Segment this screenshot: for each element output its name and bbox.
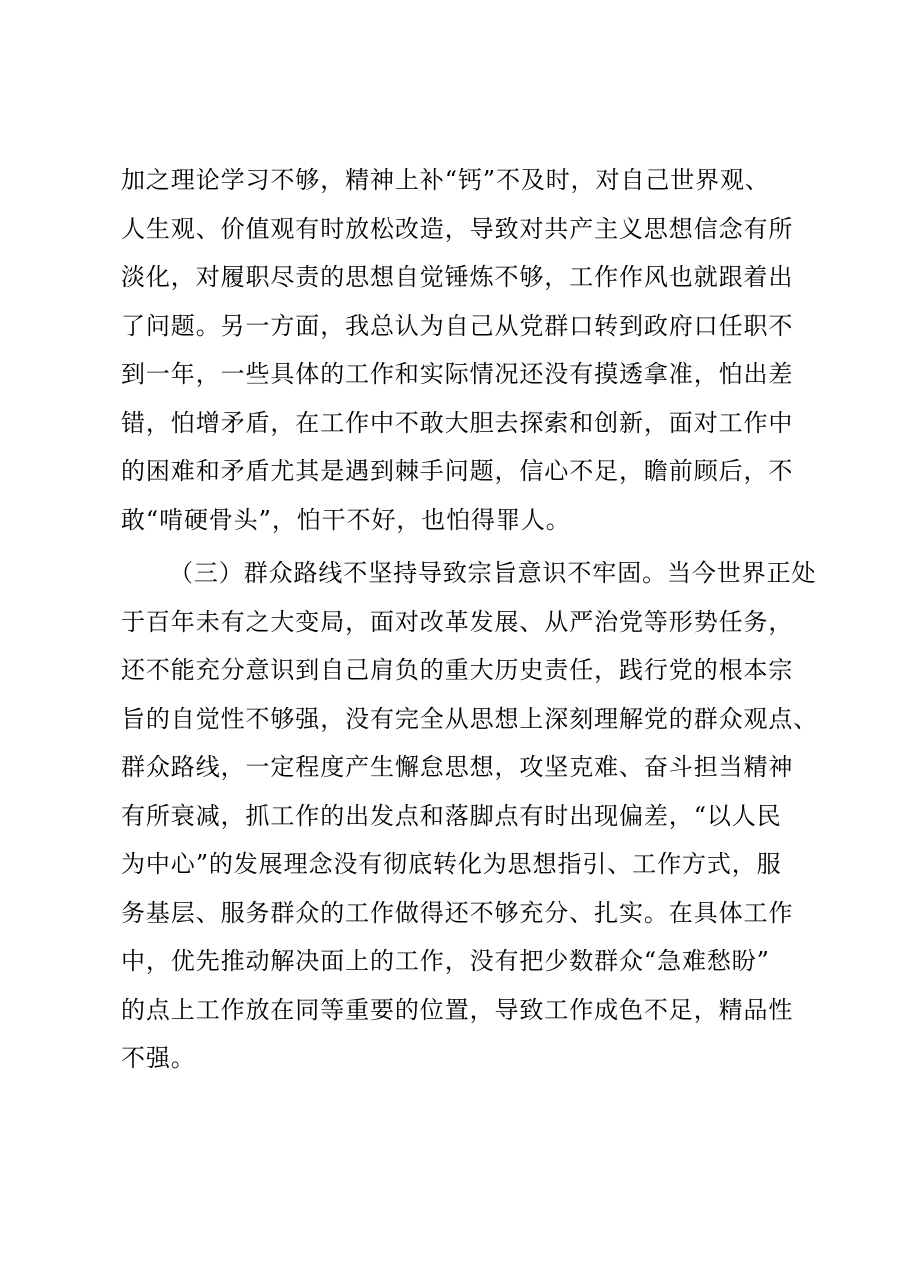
text-line: 有所衰减，抓工作的出发点和落脚点有时出现偏差，“以人民 <box>121 801 782 830</box>
paragraph-continuation <box>121 156 801 544</box>
text-line: 务基层、服务群众的工作做得还不够充分、扎实。在具体工作 <box>121 898 794 927</box>
text-line: 了问题。另一方面，我总认为自己从党群口转到政府口任职不 <box>121 311 794 340</box>
text-line: 还不能充分意识到自己肩负的重大历史责任，践行党的根本宗 <box>121 656 794 684</box>
text-line: 人生观、价值观有时放松改造，导致对共产主义思想信念有所 <box>121 214 794 243</box>
text-line: 敢“啃硬骨头”，怕干不好，也怕得罪人。 <box>121 505 571 534</box>
text-line: 为中心”的发展理念没有彻底转化为思想指引、工作方式，服 <box>121 850 782 878</box>
text-line: 旨的自觉性不够强，没有完全从思想上深刻理解党的群众观点、 <box>121 704 819 733</box>
section-heading-line: （三）群众路线不坚持导致宗旨意识不牢固。当今世界正处 <box>169 559 817 587</box>
text-line: 于百年未有之大变局，面对改革发展、从严治党等形势任务， <box>121 607 794 636</box>
text-line: 错，怕增矛盾，在工作中不敢大胆去探索和创新，面对工作中 <box>121 408 794 437</box>
paragraph-section-three <box>121 549 819 1083</box>
text-line: 的困难和矛盾尤其是遇到棘手问题，信心不足，瞻前顾后，不 <box>121 457 794 485</box>
text-line: 不强。 <box>121 1044 196 1072</box>
text-line: 的点上工作放在同等重要的位置，导致工作成色不足，精品性 <box>121 995 794 1024</box>
text-line: 加之理论学习不够，精神上补“钙”不及时，对自己世界观、 <box>121 166 770 194</box>
text-line: 中，优先推动解决面上的工作，没有把少数群众“急难愁盼” <box>121 947 770 975</box>
text-line: 到一年，一些具体的工作和实际情况还没有摸透拿准，怕出差 <box>121 360 794 388</box>
text-line: 淡化，对履职尽责的思想自觉锤炼不够，工作作风也就跟着出 <box>121 263 794 291</box>
text-line: 群众路线，一定程度产生懈怠思想，攻坚克难、奋斗担当精神 <box>121 753 794 781</box>
